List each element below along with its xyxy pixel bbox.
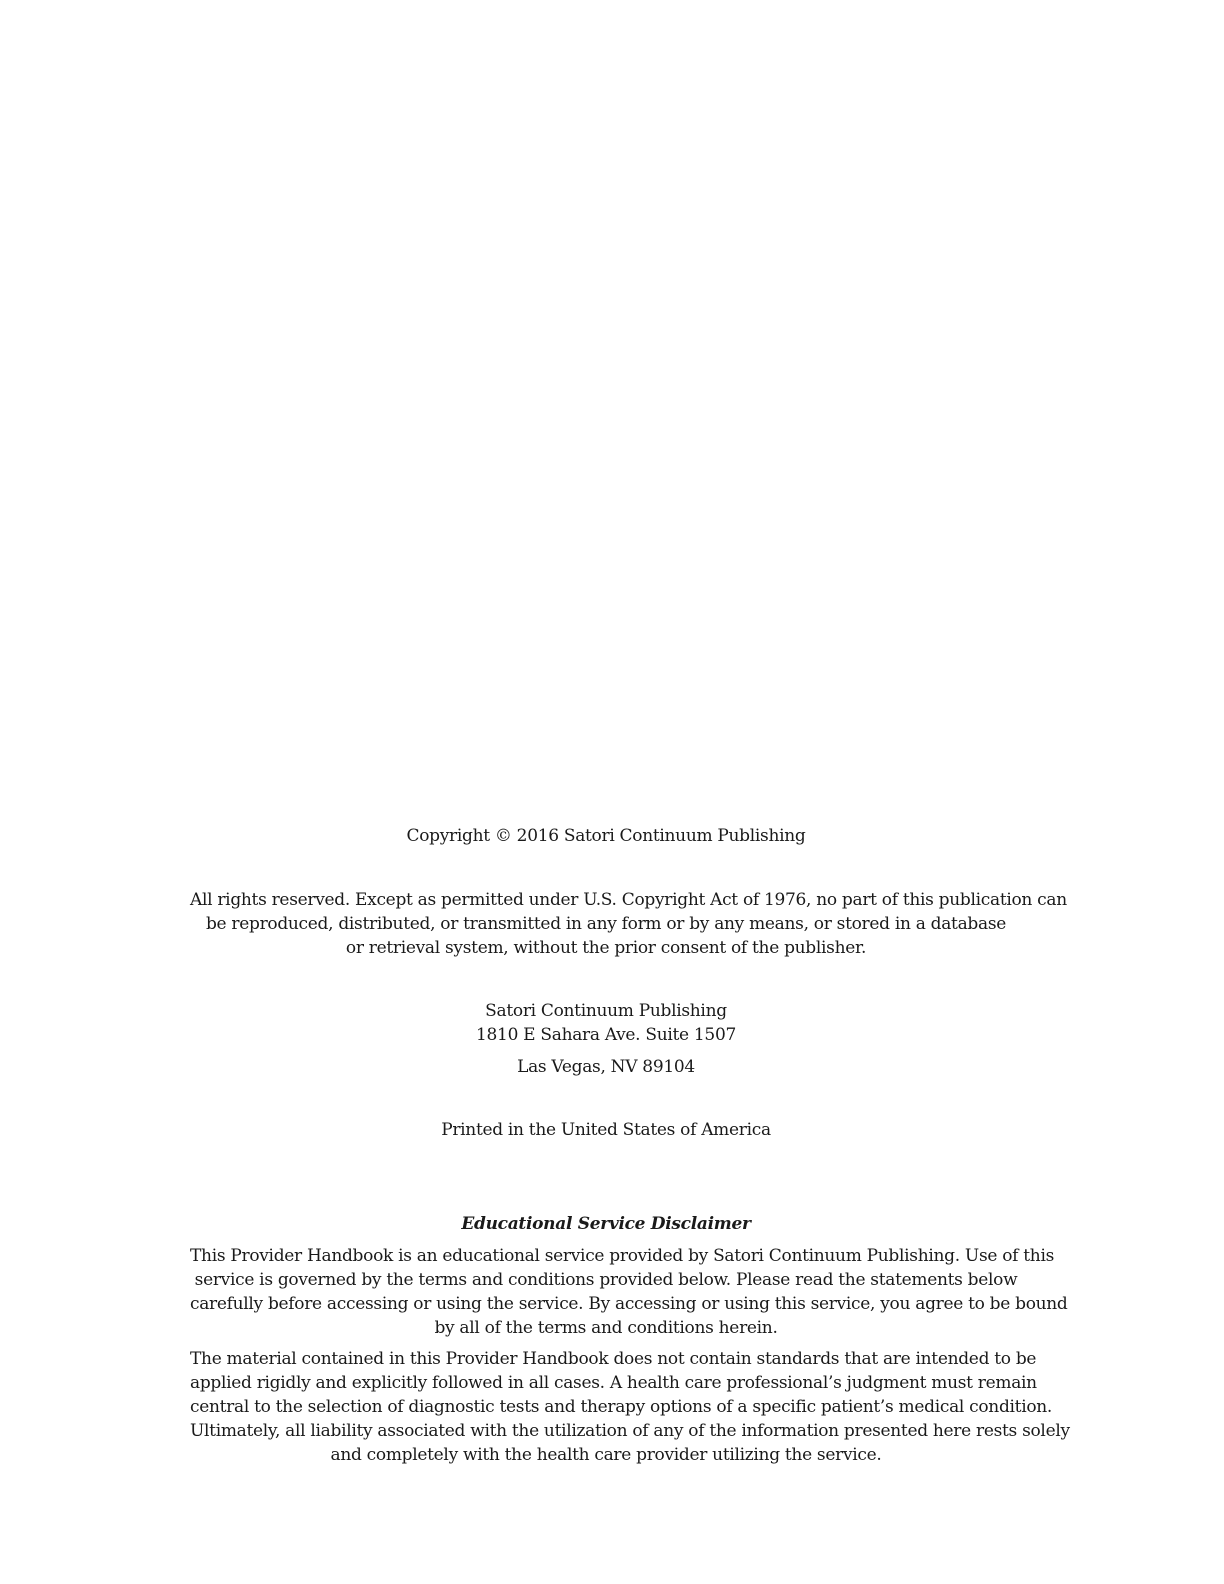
publisher-city-block	[190, 1055, 1022, 1079]
disclaimer-line: and completely with the health care provider utilizing the service.	[330, 1445, 882, 1465]
publisher-name: Satori Continuum Publishing	[485, 1001, 727, 1021]
copyright-line: Copyright © 2016 Satori Continuum Publishing	[406, 826, 806, 846]
rights-line: or retrieval system, without the prior consent of the publisher.	[345, 938, 867, 958]
rights-line: All rights reserved. Except as permitted under U.S. Copyright Act of 1976, no part of this publication can	[190, 890, 1067, 910]
rights-statement	[190, 888, 1067, 960]
disclaimer-line: Ultimately, all liability associated with the utilization of any of the information presented here rests solely	[190, 1421, 1070, 1441]
disclaimer-line: carefully before accessing or using the service. By accessing or using this service, you agree to be bound	[190, 1294, 1068, 1314]
publisher-street: 1810 E Sahara Ave. Suite 1507	[476, 1025, 736, 1045]
copyright-notice	[190, 824, 1022, 848]
disclaimer-paragraph-1	[190, 1244, 1068, 1340]
publisher-city: Las Vegas, NV 89104	[517, 1057, 695, 1077]
disclaimer-line: central to the selection of diagnostic tests and therapy options of a specific patient’s medical condition.	[190, 1397, 1053, 1417]
disclaimer-line: The material contained in this Provider Handbook does not contain standards that are intended to be	[190, 1349, 1037, 1369]
disclaimer-heading: Educational Service Disclaimer	[461, 1214, 751, 1234]
disclaimer-line: applied rigidly and explicitly followed in all cases. A health care professional’s judgment must remain	[190, 1373, 1037, 1393]
printed-line: Printed in the United States of America	[441, 1120, 771, 1140]
disclaimer-line: service is governed by the terms and conditions provided below. Please read the statements below	[194, 1270, 1018, 1290]
publisher-address	[190, 999, 1022, 1047]
disclaimer-paragraph-2	[190, 1347, 1070, 1467]
rights-line: be reproduced, distributed, or transmitted in any form or by any means, or stored in a database	[205, 914, 1007, 934]
disclaimer-line: This Provider Handbook is an educational service provided by Satori Continuum Publishing. Use of this	[190, 1246, 1055, 1266]
disclaimer-line: by all of the terms and conditions herein.	[434, 1318, 778, 1338]
printed-notice	[190, 1118, 1022, 1142]
disclaimer-title	[190, 1212, 1022, 1236]
